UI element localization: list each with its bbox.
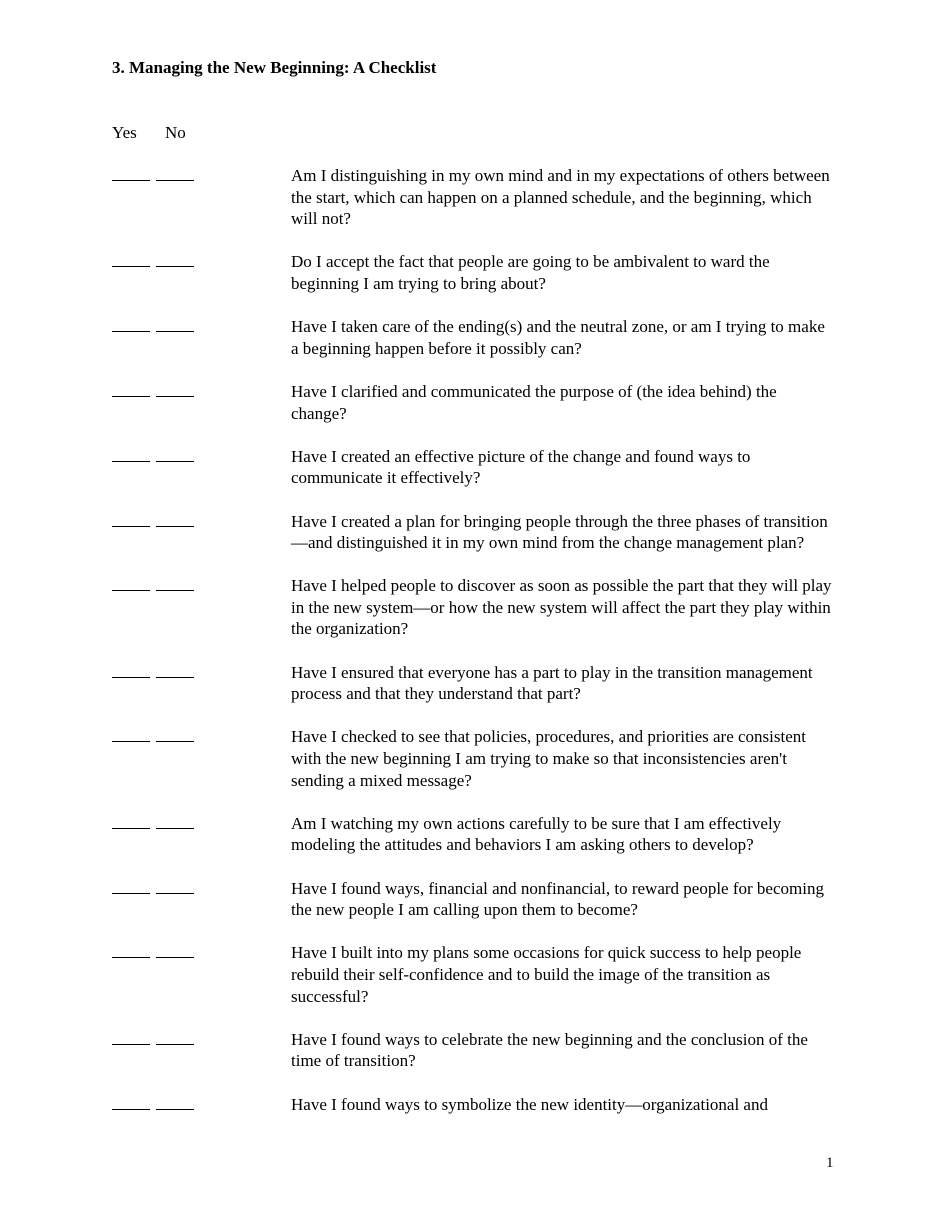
no-blank[interactable]: [156, 526, 194, 527]
yes-blank[interactable]: [112, 331, 150, 332]
yes-blank[interactable]: [112, 266, 150, 267]
checklist-question: Have I found ways, financial and nonfinancial, to reward people for becoming the new people I am calling upon them to become?: [291, 878, 824, 920]
answer-blanks: [112, 316, 212, 338]
no-blank[interactable]: [156, 828, 194, 829]
no-blank[interactable]: [156, 1044, 194, 1045]
no-blank[interactable]: [156, 396, 194, 397]
no-blank[interactable]: [156, 180, 194, 181]
answer-blanks: [112, 726, 212, 748]
yes-blank[interactable]: [112, 677, 150, 678]
yes-blank[interactable]: [112, 396, 150, 397]
answer-blanks: [112, 813, 212, 835]
checklist-question: Have I created a plan for bringing people through the three phases of transition—and distinguished it in my own mind from the change management plan?: [291, 511, 828, 553]
checklist-question: Have I found ways to symbolize the new identity—organizational and: [291, 1094, 768, 1114]
checklist-item: [112, 511, 842, 554]
no-blank[interactable]: [156, 331, 194, 332]
checklist-item: [112, 165, 842, 230]
yes-blank[interactable]: [112, 1044, 150, 1045]
yes-blank[interactable]: [112, 957, 150, 958]
checklist-question: Have I helped people to discover as soon as possible the part that they will play in the new system—or how the new system will affect the part they play within the organization?: [291, 576, 832, 639]
checklist: [112, 165, 842, 1137]
checklist-item: [112, 813, 842, 856]
yes-blank[interactable]: [112, 461, 150, 462]
checklist-item: [112, 878, 842, 921]
checklist-item: [112, 662, 842, 705]
answer-blanks: [112, 942, 212, 964]
answer-blanks: [112, 251, 212, 273]
checklist-question: Have I ensured that everyone has a part to play in the transition management process and that they understand that part?: [291, 662, 813, 704]
answer-blanks: [112, 381, 212, 403]
no-blank[interactable]: [156, 677, 194, 678]
checklist-question: Have I created an effective picture of the change and found ways to communicate it effectively?: [291, 446, 751, 488]
checklist-item: [112, 942, 842, 1007]
yes-blank[interactable]: [112, 893, 150, 894]
yes-blank[interactable]: [112, 590, 150, 591]
answer-blanks: [112, 1029, 212, 1051]
answer-blanks: [112, 165, 212, 187]
no-blank[interactable]: [156, 266, 194, 267]
no-blank[interactable]: [156, 893, 194, 894]
checklist-question: Am I watching my own actions carefully to be sure that I am effectively modeling the attitudes and behaviors I am asking others to develop?: [291, 813, 782, 855]
answer-blanks: [112, 1094, 212, 1116]
no-column-header: No: [165, 123, 186, 142]
checklist-item: [112, 726, 842, 791]
checklist-question: Have I taken care of the ending(s) and the neutral zone, or am I trying to make a beginning happen before it possibly can?: [291, 317, 825, 358]
checklist-item: [112, 381, 842, 424]
document-title: 3. Managing the New Beginning: A Checklist: [112, 58, 437, 77]
answer-blanks: [112, 446, 212, 468]
checklist-question: Have I checked to see that policies, procedures, and priorities are consistent with the new beginning I am trying to make so that inconsistencies aren't sending a mixed message?: [291, 727, 806, 790]
yes-column-header: Yes: [112, 123, 137, 142]
no-blank[interactable]: [156, 957, 194, 958]
yes-blank[interactable]: [112, 526, 150, 527]
checklist-question: Have I built into my plans some occasions for quick success to help people rebuild their self-confidence and to build the image of the transition as successful?: [291, 943, 802, 1006]
checklist-question: Have I found ways to celebrate the new beginning and the conclusion of the time of transition?: [291, 1029, 808, 1071]
answer-blanks: [112, 575, 212, 597]
answer-blanks: [112, 878, 212, 900]
checklist-item: [112, 316, 842, 359]
page-number: 1: [826, 1155, 834, 1171]
checklist-question: Am I distinguishing in my own mind and in my expectations of others between the start, which can happen on a planned schedule, and the beginning, which will not?: [291, 166, 830, 229]
checklist-item: [112, 251, 842, 294]
answer-blanks: [112, 662, 212, 684]
checklist-item: [112, 575, 842, 640]
yes-blank[interactable]: [112, 828, 150, 829]
checklist-question: Have I clarified and communicated the purpose of (the idea behind) the change?: [291, 381, 777, 423]
checklist-item: [112, 1094, 842, 1116]
yes-blank[interactable]: [112, 1109, 150, 1110]
checklist-item: [112, 446, 842, 489]
yes-blank[interactable]: [112, 180, 150, 181]
no-blank[interactable]: [156, 461, 194, 462]
checklist-item: [112, 1029, 842, 1072]
no-blank[interactable]: [156, 590, 194, 591]
no-blank[interactable]: [156, 741, 194, 742]
checklist-question: Do I accept the fact that people are going to be ambivalent to ward the beginning I am trying to bring about?: [291, 252, 770, 293]
answer-blanks: [112, 511, 212, 533]
no-blank[interactable]: [156, 1109, 194, 1110]
yes-blank[interactable]: [112, 741, 150, 742]
